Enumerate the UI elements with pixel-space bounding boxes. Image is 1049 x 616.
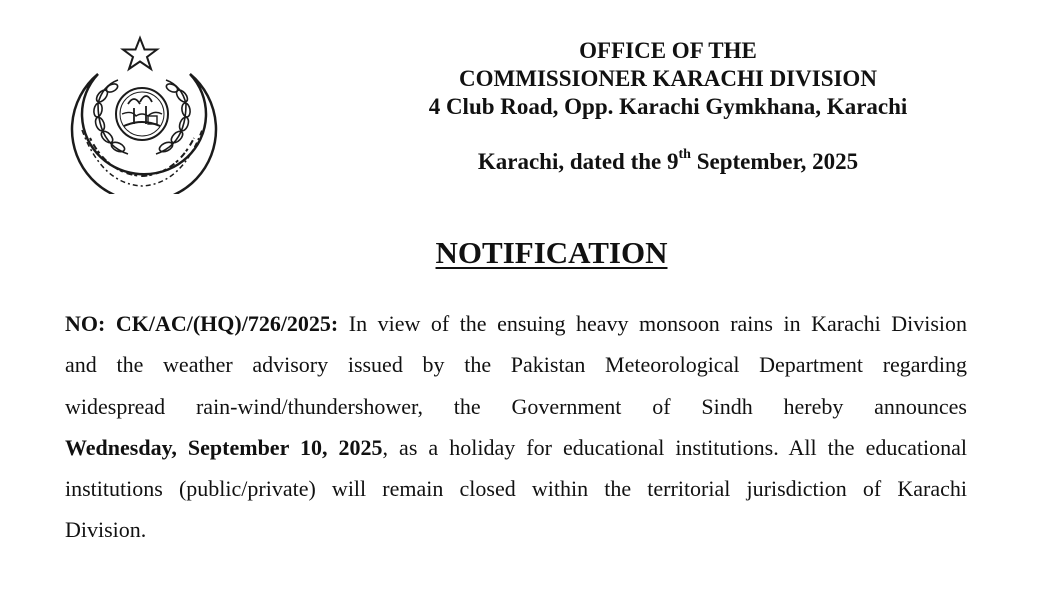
body-line-5: institutions (public/private) will remain closed within the territorial jurisdiction of Karachi xyxy=(65,476,967,502)
page-title: NOTIFICATION xyxy=(435,235,668,270)
office-address: 4 Club Road, Opp. Karachi Gymkhana, Karachi xyxy=(428,94,908,119)
central-vignette-icon xyxy=(116,88,168,140)
holiday-date: Wednesday, September 10, 2025 xyxy=(65,434,383,460)
body-line-4 xyxy=(65,427,967,468)
left-wreath-icon xyxy=(93,80,128,154)
sindh-government-emblem xyxy=(62,34,222,194)
letterhead xyxy=(310,37,1026,121)
dateline-rest: September, 2025 xyxy=(690,149,859,174)
body-line-6: Division. xyxy=(65,517,147,543)
body-line-1 xyxy=(65,303,967,344)
body-line-2: and the weather advisory issued by the Pakistan Meteorological Department regarding xyxy=(65,352,967,378)
right-wreath-icon xyxy=(156,80,191,154)
notification-body xyxy=(65,303,967,551)
reference-number: NO: CK/AC/(HQ)/726/2025: xyxy=(65,311,339,336)
sindh-government-emblem-icon xyxy=(62,34,222,194)
dateline-ordinal: th xyxy=(678,147,691,163)
body-line-3: widespread rain-wind/thundershower, the Government of Sindh hereby announces xyxy=(65,393,967,419)
office-name: COMMISSIONER KARACHI DIVISION xyxy=(459,66,877,91)
body-line-1-text: In view of the ensuing heavy monsoon rains in Karachi Division xyxy=(338,311,967,336)
dateline-prefix: Karachi, dated the 9 xyxy=(477,149,679,174)
body-line-4-text: , as a holiday for educational institutions. All the educational xyxy=(382,434,967,460)
star-icon xyxy=(123,38,157,69)
office-title: OFFICE OF THE xyxy=(579,38,757,63)
dateline xyxy=(310,148,1026,176)
